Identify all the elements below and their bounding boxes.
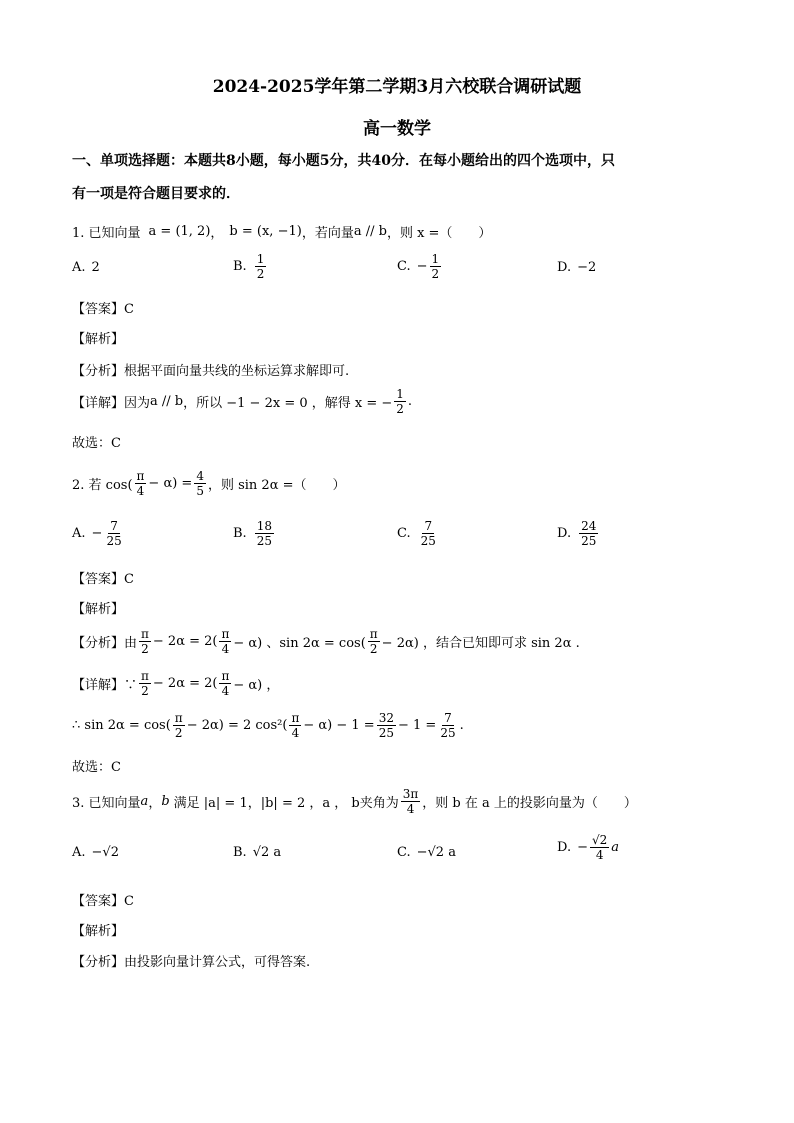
frac-num: 7 [444,711,452,725]
frac-num: 18 [256,519,272,533]
answer-text: 【答案】C [72,302,134,317]
frac-den: 2 [174,726,183,740]
frac-den: 2 [431,267,440,281]
q2-fenxi [72,628,580,655]
q3-angle-fraction [401,788,421,815]
q3-answer [72,890,134,909]
answer-text: 【答案】C [72,572,134,587]
option-value: −√2 a [416,845,456,860]
guxuan-text: 故选：C [72,760,121,775]
fenxi-pre: 【分析】由 [72,636,138,651]
frac-den: 25 [440,726,456,740]
frac-den: 5 [196,484,204,498]
option-sign: − [577,840,588,855]
option-value: √2 a [252,845,282,860]
fraction [219,628,231,655]
answer-text: 【答案】C [72,894,134,909]
xiangjie-fraction [394,388,406,415]
frac-num: 1 [431,252,440,266]
frac-den: 25 [420,534,436,548]
guxuan-text: 故选：C [72,436,121,451]
fraction [377,712,396,739]
calc-b: − α) − 1 = [303,718,375,733]
option-letter: C. [397,526,411,541]
fraction [219,670,231,697]
q2-jiexi [72,598,124,617]
q2-calc [72,712,464,739]
fenxi-text: 【分析】由投影向量计算公式，可得答案. [72,955,311,970]
xiangjie-mid: ，所以 −1 − 2x = 0 ，解得 x = − [183,396,393,411]
q1-option-b [233,253,268,280]
frac-den: 4 [136,484,145,498]
frac-den: 25 [378,726,394,740]
q2-mid: − α) = [148,476,193,491]
fenxi-a: − 2α = 2( [152,634,218,649]
frac-den: 25 [106,534,122,548]
option-letter: B. [233,845,247,860]
fraction [289,712,301,739]
q2-option-c [397,520,440,547]
q1-guxuan [72,432,121,451]
q3-option-a [72,845,119,860]
fraction [139,628,151,655]
q3-vec-a: a [140,794,149,809]
frac-num: π [369,627,378,641]
section-heading-text1: 一、单项选择题：本题共8小题，每小题5分，共40分．在每小题给出的四个选项中，只 [72,153,615,169]
option-letter: D. [557,840,572,855]
q3-pre: 3. 已知向量 [72,796,141,811]
xiangjie-b: − α) ， [233,678,280,693]
calc-c: − 1 = [397,718,437,733]
option-letter: B. [233,259,247,274]
q1-option-d [557,260,596,275]
option-fraction [255,253,267,280]
fraction [173,712,185,739]
q1-pre: 1. 已知向量 [72,226,141,241]
question-1-stem [72,222,491,241]
frac-num: π [291,711,300,725]
page-title [0,72,794,97]
frac-num: π [141,627,149,641]
q1-jiexi [72,328,124,347]
q2-pre: 2. 若 cos( [72,478,133,493]
q2-end: ，则 sin 2α =（ ） [207,478,346,493]
jiexi-text: 【解析】 [72,332,125,347]
frac-num: 4 [196,469,204,483]
frac-den: 4 [221,684,230,698]
frac-den: 4 [406,802,415,816]
q2-answer [72,568,134,587]
q2-guxuan [72,756,121,775]
frac-den: 25 [256,534,272,548]
q1-option-c [397,253,443,280]
q3-jiexi [72,920,124,939]
frac-num: 7 [110,519,118,533]
option-letter: C. [397,845,411,860]
q3-ab: a ， b [322,796,360,811]
jiexi-text: 【解析】 [72,602,125,617]
q1-end: ，则 x =（ ） [386,226,492,241]
frac-num: √2 [592,833,608,847]
q3-tail: ，则 b 在 a 上的投影向量为（ ） [422,796,637,811]
option-fraction [104,520,123,547]
xiangjie-parallel: a // b [150,394,184,409]
option-fraction [419,520,438,547]
xiangjie-a: − 2α = 2( [152,676,218,691]
xiangjie-end: . [407,394,413,409]
q1-mid: ，若向量 [301,226,354,241]
q3-option-d [557,834,619,861]
frac-den: 2 [256,267,265,281]
option-fraction [255,520,274,547]
frac-den: 4 [595,848,604,862]
option-value: −2 [577,260,597,275]
option-fraction [590,834,609,861]
q2-option-a [72,520,126,547]
q2-ratio-fraction [194,470,206,497]
subtitle-text: 高一数学 [363,119,431,139]
section-heading-line1 [72,150,615,170]
q3-cond1: 满足 |a| = 1， [173,796,261,811]
frac-den: 25 [581,534,597,548]
q1-fenxi [72,360,349,379]
section-heading-text2: 有一项是符合题目要求的． [72,186,240,202]
q2-pi-fraction [135,470,147,497]
frac-num: π [136,469,145,483]
option-vector: a [611,840,620,855]
fenxi-c: − 2α) ，结合已知即可求 sin 2α . [381,636,580,651]
option-value: −√2 [91,845,119,860]
q3-cond2: |b| = 2 ， [260,796,323,811]
frac-den: 2 [396,402,404,416]
frac-den: 2 [141,684,149,698]
fraction [438,712,457,739]
frac-num: 7 [424,519,433,533]
calc-end: . [459,718,464,733]
frac-num: π [221,669,230,683]
frac-num: π [221,627,230,641]
option-letter: B. [233,526,247,541]
option-fraction [430,253,442,280]
title-text: 2024-2025学年第二学期3月六校联合调研试题 [212,77,582,97]
option-sign: − [91,526,103,541]
q3-option-b [233,845,281,860]
fenxi-b: − α) 、sin 2α = cos( [233,636,366,651]
frac-num: 3π [402,787,419,801]
q3-fenxi [72,951,310,970]
fenxi-text: 【分析】根据平面向量共线的坐标运算求解即可. [72,364,350,379]
question-2-stem [72,470,346,497]
q1-option-a [72,260,100,275]
frac-num: π [174,711,183,725]
option-sign: − [416,259,428,274]
fraction [139,670,151,697]
frac-num: 32 [378,711,394,725]
option-fraction [579,520,598,547]
frac-num: π [141,669,149,683]
xiangjie-pre: 【详解】因为 [72,396,151,411]
option-letter: D. [557,260,572,275]
fraction [368,628,380,655]
option-letter: A. [72,260,86,275]
q1-comma: ， [210,226,224,241]
calc-a: − 2α) = 2 cos²( [186,718,288,733]
q2-option-d [557,520,600,547]
option-letter: A. [72,845,86,860]
option-letter: A. [72,526,86,541]
frac-num: 24 [581,519,597,533]
q1-parallel: a // b [353,224,387,239]
q1-vector-b: b = (x, −1) [229,224,302,239]
frac-den: 4 [291,726,300,740]
frac-den: 2 [141,642,149,656]
q1-vector-a: a = (1, 2) [148,224,211,239]
q2-xiangjie [72,670,279,697]
xiangjie-pre: 【详解】∵ [72,678,138,693]
option-letter: C. [397,259,411,274]
q2-option-b [233,520,276,547]
q1-xiangjie [72,388,412,415]
jiexi-text: 【解析】 [72,924,125,939]
question-3-stem [72,788,637,815]
option-letter: D. [557,526,572,541]
option-value: 2 [91,260,100,275]
q1-answer [72,298,134,317]
frac-num: 1 [256,252,265,266]
page-subtitle [0,114,794,139]
q3-sep: ， [148,796,162,811]
frac-den: 2 [369,642,378,656]
q3-angle-text: 夹角为 [359,796,399,811]
frac-den: 4 [221,642,230,656]
calc-pre: ∴ sin 2α = cos( [72,718,171,733]
q3-vec-b: b [161,794,170,809]
section-heading-line2 [72,183,240,203]
q3-option-c [397,845,456,860]
frac-num: 1 [396,387,404,401]
